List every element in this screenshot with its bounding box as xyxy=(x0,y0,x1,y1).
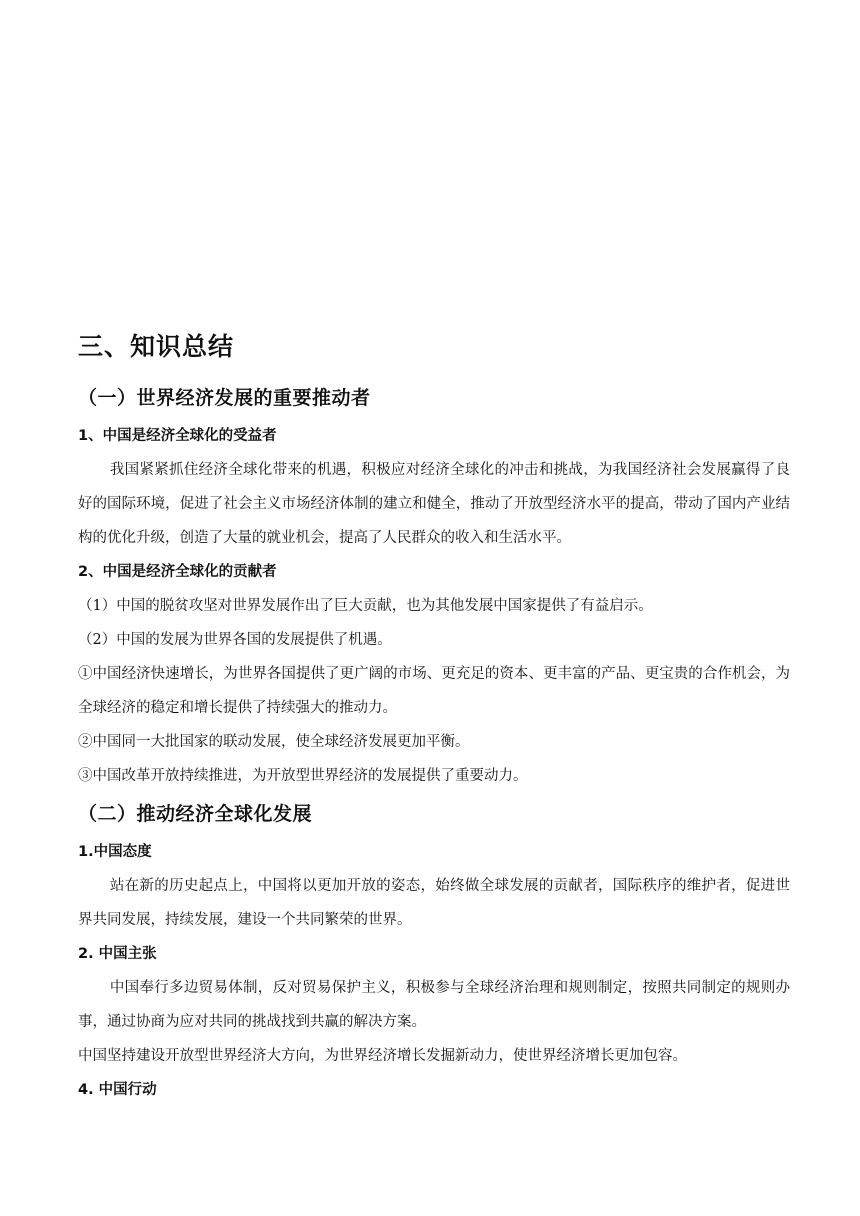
part2-sub2-paragraph-1: 中国奉行多边贸易体制，反对贸易保护主义，积极参与全球经济治理和规则制定，按照共同制定的规则办事，通过协商为应对共同的挑战找到共赢的解决方案。 xyxy=(78,980,790,1030)
part2-sub2-heading: 2. 中国主张 xyxy=(78,946,157,962)
part1-heading: （一）世界经济发展的重要推动者 xyxy=(78,387,371,409)
part2-sub3-heading: 4. 中国行动 xyxy=(78,1082,157,1098)
part2-sub1-heading: 1.中国态度 xyxy=(78,844,152,860)
part1-sub2-point-2: ②中国同一大批国家的联动发展，使全球经济发展更加平衡。 xyxy=(78,734,470,750)
part1-sub2-heading: 2、中国是经济全球化的贡献者 xyxy=(78,564,277,580)
part2-heading: （二）推动经济全球化发展 xyxy=(78,803,313,825)
part1-sub1-heading: 1、中国是经济全球化的受益者 xyxy=(78,428,277,444)
part1-sub2-item-1: （1）中国的脱贫攻坚对世界发展作出了巨大贡献，也为其他发展中国家提供了有益启示。 xyxy=(78,598,653,614)
part1-sub2-point-1: ①中国经济快速增长，为世界各国提供了更广阔的市场、更充足的资本、更丰富的产品、更宝贵的合作机会，为全球经济的稳定和增长提供了持续强大的推动力。 xyxy=(78,666,790,716)
part2-sub1-paragraph: 站在新的历史起点上，中国将以更加开放的姿态，始终做全球发展的贡献者，国际秩序的维护者，促进世界共同发展，持续发展，建设一个共同繁荣的世界。 xyxy=(78,878,790,928)
part1-sub2-item-2: （2）中国的发展为世界各国的发展提供了机遇。 xyxy=(78,632,392,648)
section-title: 三、知识总结 xyxy=(78,332,235,361)
part2-sub2-paragraph-2: 中国坚持建设开放型世界经济大方向，为世界经济增长发掘新动力，使世界经济增长更加包容。 xyxy=(78,1048,687,1064)
part1-sub1-paragraph: 我国紧紧抓住经济全球化带来的机遇，积极应对经济全球化的冲击和挑战，为我国经济社会发展赢得了良好的国际环境，促进了社会主义市场经济体制的建立和健全，推动了开放型经济水平的提高，带动了国内产业结构的优化升级，创造了大量的就业机会，提高了人民群众的收入和生活水平。 xyxy=(78,462,790,546)
part1-sub2-point-3: ③中国改革开放持续推进，为开放型世界经济的发展提供了重要动力。 xyxy=(78,768,528,784)
